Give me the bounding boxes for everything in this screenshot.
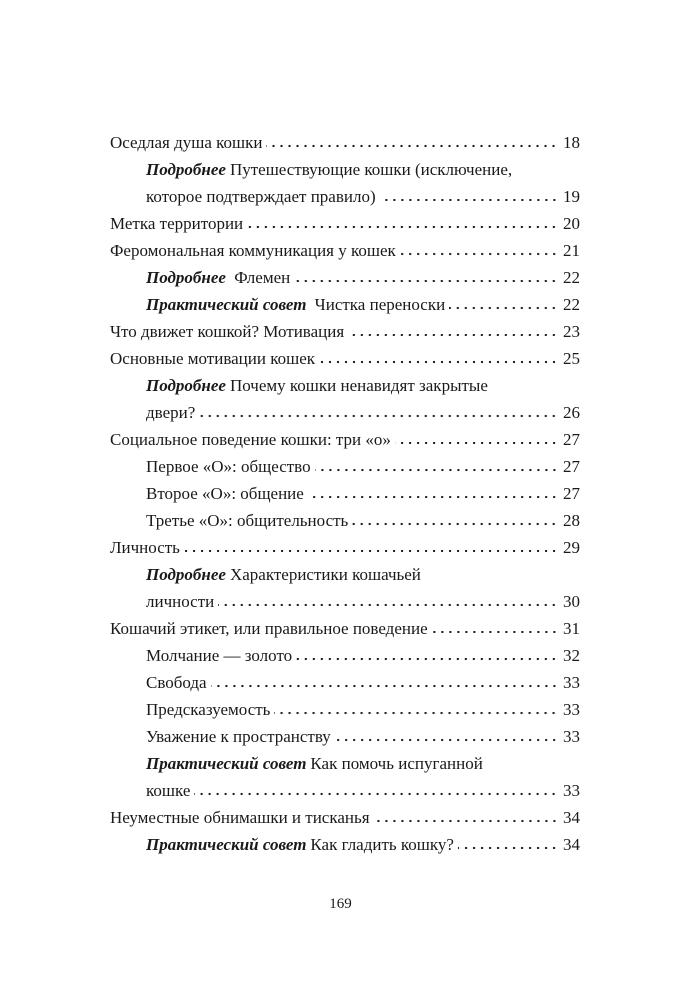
- toc-entry[interactable]: [110, 828, 580, 855]
- toc-entry-continuation[interactable]: [110, 180, 580, 207]
- entry-tag: Подробнее: [146, 376, 226, 395]
- entry-page-number: 34: [563, 808, 580, 827]
- dot-leader: [395, 441, 558, 445]
- entry-title-continuation: личности: [146, 592, 215, 611]
- toc-entry[interactable]: [110, 261, 580, 288]
- entry-page-number: 18: [563, 133, 580, 152]
- entry-page-number: 31: [563, 619, 580, 638]
- entry-title: Как помочь испуганной: [310, 754, 483, 773]
- entry-page-number: 25: [563, 349, 580, 368]
- dot-leader: [266, 144, 558, 148]
- toc-entry[interactable]: [110, 207, 580, 234]
- entry-title: Молчание — золото: [146, 646, 293, 665]
- entry-page-number: 27: [563, 457, 580, 476]
- dot-leader: [380, 198, 558, 202]
- dot-leader: [315, 468, 558, 472]
- entry-page-number: 33: [563, 673, 580, 692]
- entry-title: Основные мотивации кошек: [110, 349, 316, 368]
- entry-page-number: 22: [563, 268, 580, 287]
- dot-leader: [211, 684, 558, 688]
- entry-title: Подробнее Флемен: [146, 268, 291, 287]
- entry-page-number: 30: [563, 592, 580, 611]
- toc-entry-continuation[interactable]: [110, 396, 580, 423]
- entry-page-number: 27: [563, 484, 580, 503]
- dot-leader: [247, 225, 558, 229]
- entry-title-continuation: которое подтверждает правило): [146, 187, 376, 206]
- entry-title: Кошачий этикет, или правильное поведение: [110, 619, 428, 638]
- entry-page-number: 27: [563, 430, 580, 449]
- entry-tag: Подробнее: [146, 160, 226, 179]
- entry-title: Третье «О»: общительность: [146, 511, 349, 530]
- entry-tag: Подробнее: [146, 565, 226, 584]
- dot-leader: [348, 333, 558, 337]
- toc-entry[interactable]: [110, 315, 580, 342]
- entry-title: Метка территории: [110, 214, 244, 233]
- entry-page-number: 34: [563, 835, 580, 854]
- entry-page-number: 29: [563, 538, 580, 557]
- entry-tag: Практический совет: [146, 754, 307, 773]
- dot-leader: [319, 360, 558, 364]
- toc-entry[interactable]: [110, 801, 580, 828]
- toc-entry[interactable]: [110, 342, 580, 369]
- entry-page-number: 26: [563, 403, 580, 422]
- toc-entry[interactable]: [110, 477, 580, 504]
- entry-title: Почему кошки ненавидят закрытые: [229, 376, 488, 395]
- toc-entry[interactable]: [110, 693, 580, 720]
- entry-title: Практический совет Как гладить кошку?: [146, 835, 454, 854]
- toc-entry[interactable]: [110, 153, 580, 180]
- page-number: 169: [329, 896, 352, 912]
- entry-title: Первое «О»: общество: [146, 457, 311, 476]
- entry-title: Характеристики кошачьей: [229, 565, 421, 584]
- entry-page-number: 33: [563, 700, 580, 719]
- dot-leader: [458, 846, 558, 850]
- entry-tag: Подробнее: [146, 268, 226, 287]
- entry-page-number: 33: [563, 781, 580, 800]
- toc-entry[interactable]: [110, 369, 580, 396]
- entry-page-number: 21: [563, 241, 580, 260]
- dot-leader: [449, 306, 558, 310]
- toc-entry[interactable]: [110, 234, 580, 261]
- dot-leader: [432, 630, 558, 634]
- entry-title: Личность: [110, 538, 180, 557]
- entry-title-continuation: кошке: [146, 781, 191, 800]
- dot-leader: [194, 792, 558, 796]
- toc-entry[interactable]: [110, 126, 580, 153]
- dot-leader: [199, 414, 558, 418]
- entry-title: Уважение к пространству: [146, 727, 331, 746]
- entry-page-number: 19: [563, 187, 580, 206]
- toc-entry[interactable]: [110, 504, 580, 531]
- toc-entry[interactable]: [110, 666, 580, 693]
- entry-title: Социальное поведение кошки: три «о»: [110, 430, 391, 449]
- toc-entry-continuation[interactable]: [110, 585, 580, 612]
- dot-leader: [184, 549, 558, 553]
- toc-entry[interactable]: [110, 720, 580, 747]
- entry-tag: Практический совет: [146, 835, 307, 854]
- entry-page-number: 20: [563, 214, 580, 233]
- toc-entry[interactable]: [110, 531, 580, 558]
- entry-page-number: 32: [563, 646, 580, 665]
- toc-entry[interactable]: [110, 558, 580, 585]
- toc-entry[interactable]: [110, 747, 580, 774]
- entry-title: Практический совет Чистка переноски: [146, 295, 446, 314]
- entry-title: Оседлая душа кошки: [110, 133, 263, 152]
- entry-page-number: 22: [563, 295, 580, 314]
- dot-leader: [400, 252, 558, 256]
- entry-title: Свобода: [146, 673, 207, 692]
- entry-page-number: 23: [563, 322, 580, 341]
- dot-leader: [294, 279, 558, 283]
- table-of-contents: [110, 126, 580, 855]
- entry-title: Второе «О»: общение: [146, 484, 304, 503]
- toc-entry-continuation[interactable]: [110, 774, 580, 801]
- entry-title: Неуместные обнимашки и тисканья: [110, 808, 370, 827]
- entry-title: Феромональная коммуникация у кошек: [110, 241, 396, 260]
- dot-leader: [335, 738, 558, 742]
- entry-tag: Практический совет: [146, 295, 307, 314]
- toc-entry[interactable]: [110, 423, 580, 450]
- entry-title: Что движет кошкой? Мотивация: [110, 322, 345, 341]
- entry-title-continuation: двери?: [146, 403, 196, 422]
- dot-leader: [296, 657, 558, 661]
- entry-title: Предсказуемость: [146, 700, 271, 719]
- entry-title: Путешествующие кошки (исключение,: [229, 160, 513, 179]
- entry-page-number: 28: [563, 511, 580, 530]
- toc-entry[interactable]: [110, 639, 580, 666]
- toc-entry[interactable]: [110, 450, 580, 477]
- dot-leader: [218, 603, 558, 607]
- dot-leader: [352, 522, 558, 526]
- toc-entry[interactable]: [110, 288, 580, 315]
- dot-leader: [374, 819, 558, 823]
- entry-page-number: 33: [563, 727, 580, 746]
- toc-entry[interactable]: [110, 612, 580, 639]
- dot-leader: [308, 495, 558, 499]
- dot-leader: [274, 711, 558, 715]
